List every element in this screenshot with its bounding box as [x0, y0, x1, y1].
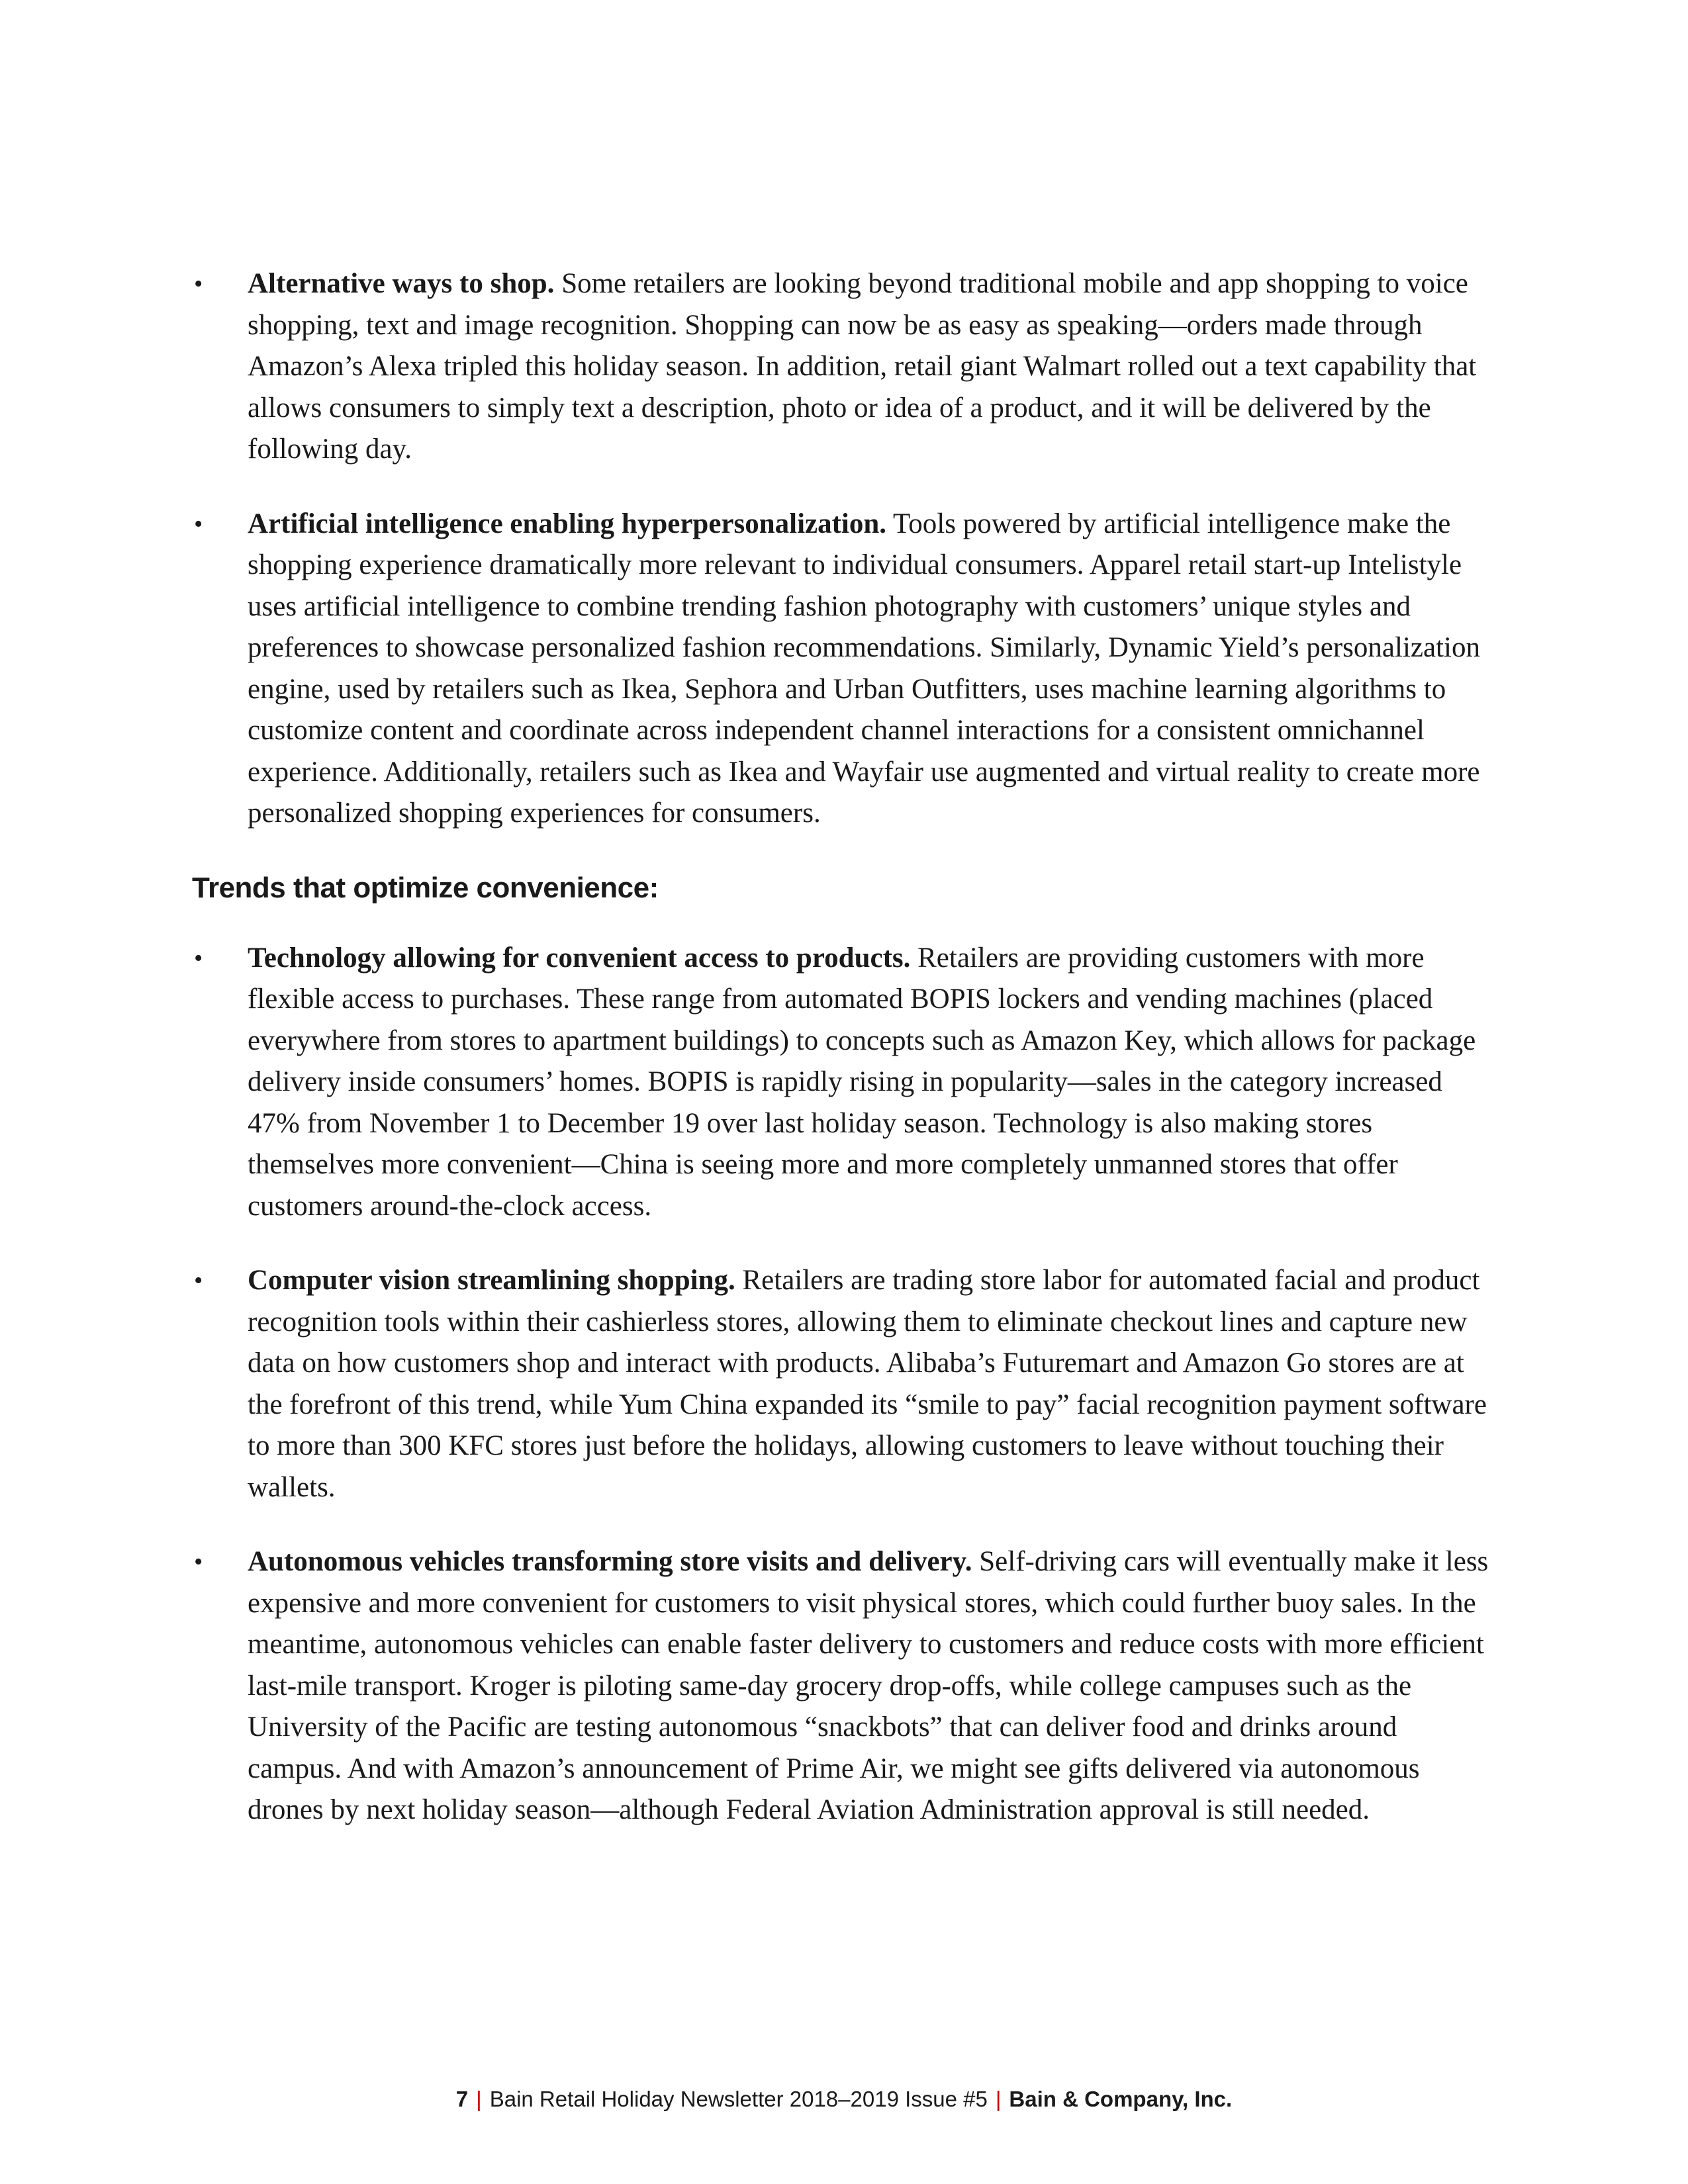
footer-separator: |	[995, 2087, 1002, 2111]
item-body: Retailers are providing customers with more flexible access to purchases. These range from automated BOPIS lockers and vending machines (placed everywhere from stores to apartment buildings) to concepts such as Amazon Key, which allows for package delivery inside consumers’ homes. BOPIS is rapidly rising in popularity—sales in the category increased 47% from November 1 to December 19 over last holiday season. Technology is also making stores themselves more convenient—China is seeing more and more completely unmanned stores that offer customers around-the-clock access.	[248, 942, 1476, 1222]
item-lead: Technology allowing for convenient access to products.	[248, 942, 911, 974]
list-item	[192, 504, 1489, 835]
bullet-icon: •	[194, 510, 203, 538]
bullet-icon: •	[194, 1267, 203, 1295]
item-lead: Computer vision streamlining shopping.	[248, 1265, 735, 1296]
item-body: Self-driving cars will eventually make it less expensive and more convenient for customers to visit physical stores, which could further buoy sales. In the meantime, autonomous vehicles can enable faster delivery to customers and reduce costs with more efficient last-mile transport. Kroger is piloting same-day grocery drop-offs, while college campuses such as the University of the Pacific are testing autonomous “snackbots” that can deliver food and drinks around campus. And with Amazon’s announcement of Prime Air, we might see gifts delivered via autonomous drones by next holiday season—although Federal Aviation Administration approval is still needed.	[248, 1546, 1489, 1825]
item-lead: Alternative ways to shop.	[248, 268, 555, 299]
item-lead: Artificial intelligence enabling hyperpersonalization.	[248, 508, 887, 539]
bullet-list-innovation	[192, 263, 1489, 835]
company-name: Bain & Company, Inc.	[1009, 2087, 1233, 2111]
section-heading: Trends that optimize convenience:	[192, 871, 659, 904]
list-item	[192, 1260, 1489, 1508]
bullet-list-convenience	[192, 938, 1489, 1831]
list-item	[192, 1541, 1489, 1831]
footer-separator: |	[476, 2087, 482, 2111]
page-content	[192, 263, 1489, 1864]
item-lead: Autonomous vehicles transforming store visits and delivery.	[248, 1546, 972, 1577]
bullet-icon: •	[194, 1548, 203, 1576]
bullet-icon: •	[194, 944, 203, 972]
page-footer	[0, 2085, 1688, 2114]
list-item	[192, 938, 1489, 1228]
item-body: Some retailers are looking beyond traditional mobile and app shopping to voice shopping, text and image recognition. Shopping can now be as easy as speaking—orders made through Amazon’s Alexa tripled this holiday season. In addition, retail giant Walmart rolled out a text capability that allows consumers to simply text a description, photo or idea of a product, and it will be delivered by the following day.	[248, 268, 1477, 465]
bullet-icon: •	[194, 270, 203, 298]
list-item	[192, 263, 1489, 471]
item-body: Retailers are trading store labor for automated facial and product recognition tools within their cashierless stores, allowing them to eliminate checkout lines and capture new data on how customers shop and interact with products. Alibaba’s Futuremart and Amazon Go stores are at the forefront of this trend, while Yum China expanded its “smile to pay” facial recognition payment software to more than 300 KFC stores just before the holidays, allowing customers to leave without touching their wallets.	[248, 1265, 1487, 1503]
publication-title: Bain Retail Holiday Newsletter 2018–2019 Issue #5	[489, 2087, 988, 2111]
page-number: 7	[455, 2087, 469, 2111]
item-body: Tools powered by artificial intelligence make the shopping experience dramatically more relevant to individual consumers. Apparel retail start-up Intelistyle uses artificial intelligence to combine trending fashion photography with customers’ unique styles and preferences to showcase personalized fashion recommendations. Similarly, Dynamic Yield’s personalization engine, used by retailers such as Ikea, Sephora and Urban Outfitters, uses machine learning algorithms to customize content and coordinate across independent channel interactions for a consistent omnichannel experience. Additionally, retailers such as Ikea and Wayfair use augmented and virtual reality to create more personalized shopping experiences for consumers.	[248, 508, 1480, 829]
